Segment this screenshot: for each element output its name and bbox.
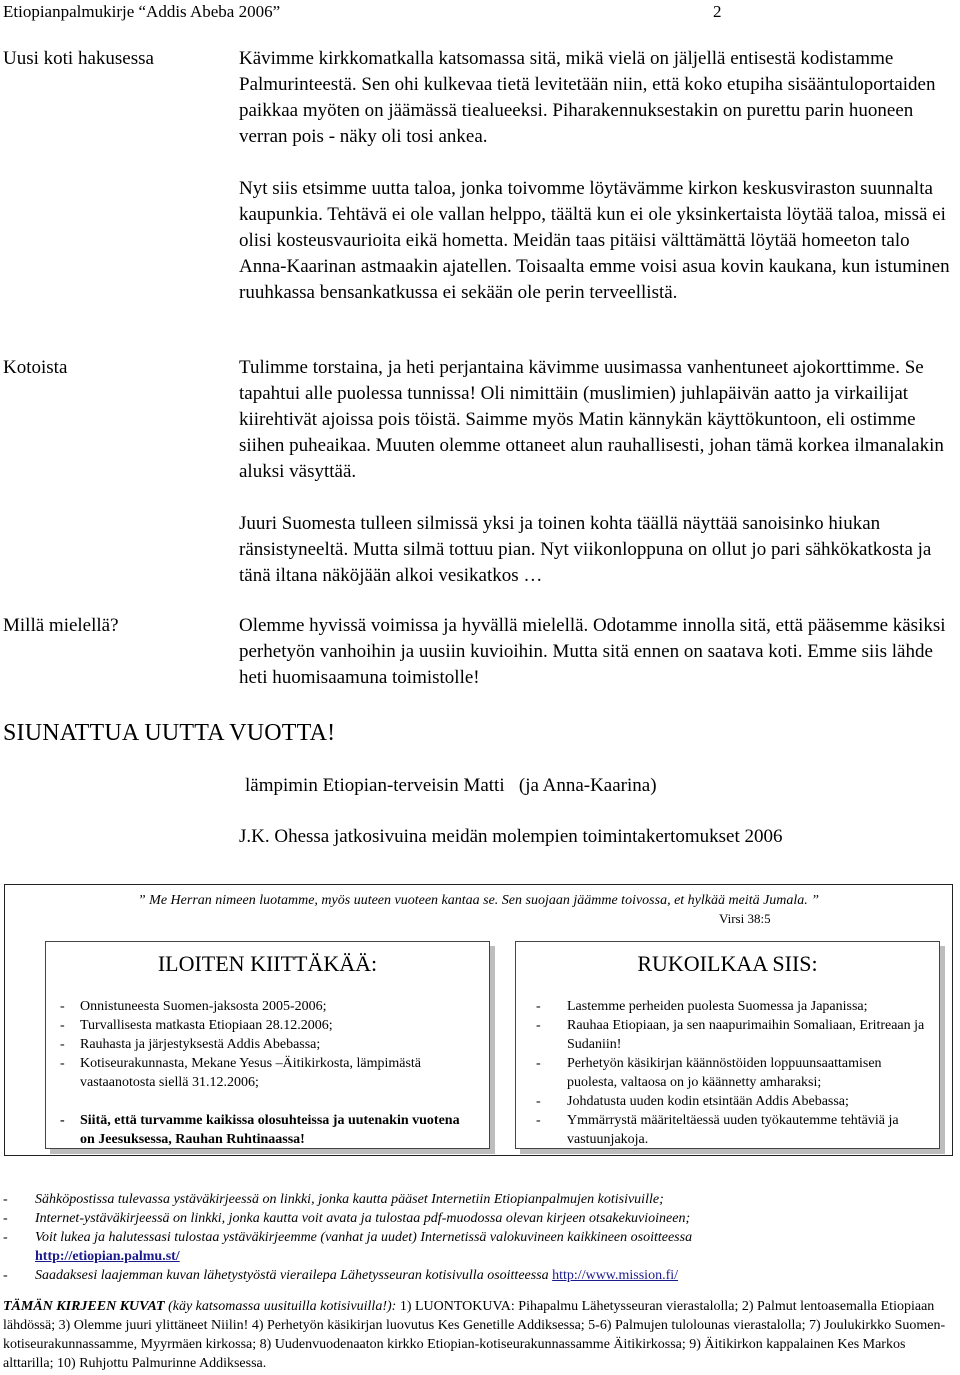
paragraph: Juuri Suomesta tulleen silmissä yksi ja toinen kohta täällä näyttää sanoisinko hiukan ränsistyneeltä. Mutta silmä tottuu pian. Nyt viikonloppuna on ollut jo pari sähkökatkosta ja tänä iltana näköjään alkoi vesikatkos …: [239, 513, 932, 586]
photos-label: TÄMÄN KIRJEEN KUVAT: [3, 1299, 165, 1314]
section-heading: Millä mielellä?: [3, 615, 119, 636]
prayer-thanks-frame: [4, 884, 953, 1156]
section-heading: Kotoista: [3, 357, 68, 378]
thanks-list: [46, 997, 466, 1149]
section-body: [239, 613, 951, 691]
homepage-link[interactable]: http://etiopian.palmu.st/: [35, 1249, 180, 1264]
hymn-verse: ” Me Herran nimeen luotamme, myös uuteen vuoteen kantaa se. Sen suojaan jäämme toivossa, et hylkää meitä Jumala. ”: [137, 893, 820, 908]
list-item: - Johdatusta uuden kodin etsintään Addis Abebassa;: [536, 1094, 849, 1109]
footer-note: - Voit lukea ja halutessasi tulostaa ystäväkirjeemme (vanhat ja uudet) Internetissä valokuvineen kaikkineen osoitteessa http://etiopian.palmu.st/: [3, 1230, 693, 1264]
bullet-dash: -: [60, 1037, 65, 1052]
paragraph: Tulimme torstaina, ja heti perjantaina kävimme uusimassa vanhentuneet ajokorttimme. Se tapahtui alle puolessa tunnissa! Oli nimittäin (muslimien) juhlapäivän aatto ja virkailijat kiirehtivät ajoissa pois töistä. Saimme myös Matin kännykän käyttökuntoon, eli ostimme siihen puheaikaa. Muuten olemme ottaneet alun rauhallisesti, johan tämä korkea ilmanalakin aluksi väsyttää.: [239, 357, 944, 482]
paragraph: Kävimme kirkkomatkalla katsomassa sitä, mikä vielä on jäljellä entisestä kodistamme Palmurinteestä. Sen ohi kulkevaa tietä levitetään niin, että koko etupiha sisääntuloportaiden paikkaa myöten on jäämässä tiealueeksi. Piharakennuksestakin on purettu parin huoneen verran pois - näky oli tosi ankea.: [239, 48, 936, 147]
footer-note: - Internet-ystäväkirjeessä on linkki, jonka kautta voit avata ja tulostaa pdf-muodossa olevan kirjeen otsakekuvioineen;: [3, 1211, 691, 1226]
postscript: J.K. Ohessa jatkosivuina meidän molempien toimintakertomukset 2006: [239, 826, 783, 847]
bullet-dash: -: [3, 1192, 8, 1207]
bullet-dash: -: [536, 1056, 541, 1071]
bullet-dash: -: [60, 999, 65, 1014]
bullet-dash: -: [536, 1113, 541, 1128]
photos-list: 1) LUONTOKUVA: Pihapalmu Lähetysseuran vierastalolla; 2) Palmut lentoasemalla Etiopiaan lähdössä; 3) Olemme juuri ylittäneet Niilin! 4) Perhetyön käsikirjan luovutus Kes Genetille Addiksessa; 5-6) Palmujen tulolounas vierastalolla; 7) Joulukirkko Suomen-kotiseurakunnassamme, Myyrmäen kirkossa; 8) Uudenvuodenaaton kirkko Etiopian-kotiseurakunnassamme Äitikirkossa; 9) Äitikirkon kappalainen Kes Markos alttarilla; 10) Ruhjottu Palmurinne Addiksessa.: [3, 1299, 946, 1371]
hymn-reference: Virsi 38:5: [719, 911, 771, 926]
list-item: - Lastemme perheiden puolesta Suomessa ja Japanissa;: [536, 999, 868, 1014]
footer-notes: [3, 1190, 953, 1285]
prayer-list: [516, 997, 926, 1149]
bullet-dash: -: [60, 1018, 65, 1033]
bullet-dash: -: [3, 1230, 8, 1245]
bullet-dash: -: [3, 1211, 8, 1226]
section-body: [239, 355, 951, 589]
page-number: 2: [713, 2, 722, 21]
list-item: - Perhetyön käsikirjan käännöstöiden loppuunsaattamisen puolesta, valtaosa on jo käännetty amharaksi;: [536, 1056, 882, 1090]
photos-caption: [3, 1297, 955, 1373]
bullet-dash: -: [60, 1113, 65, 1128]
list-item: - Rauhaa Etiopiaan, ja sen naapurimaihin Somaliaan, Eritreaan ja Sudaniin!: [536, 1018, 925, 1052]
signature: lämpimin Etiopian-terveisin Matti (ja Anna-Kaarina): [245, 775, 657, 796]
new-year-greeting: SIUNATTUA UUTTA VUOTTA!: [3, 720, 336, 746]
list-item: - Onnistuneesta Suomen-jaksosta 2005-2006;: [60, 999, 327, 1014]
bullet-dash: -: [60, 1056, 65, 1071]
header-title: Etiopianpalmukirje “Addis Abeba 2006”: [3, 2, 281, 21]
photos-sublabel: (käy katsomassa uusituilla kotisivuilla!):: [168, 1299, 397, 1314]
list-item: - Rauhasta ja järjestyksestä Addis Abebassa;: [60, 1037, 321, 1052]
bullet-dash: -: [536, 1094, 541, 1109]
prayer-box-title: RUKOILKAA SIIS:: [637, 951, 818, 976]
paragraph: Nyt siis etsimme uutta taloa, jonka toivomme löytävämme kirkon keskusviraston suunnalta kaupunkia. Tehtävä ei ole vallan helppo, täältä kun ei ole yksinkertaista löytää taloa, missä ei olisi kosteusvaurioita eikä hometta. Meidän taas pitäisi välttämättä löytää homeeton talo Anna-Kaarinan astmaakin ajatellen. Toisaalta emme voisi asua kovin kaukana, kun istuminen ruuhkassa bensankatkussa ei sekään ole perin terveellistä.: [239, 178, 950, 303]
bullet-dash: -: [536, 999, 541, 1014]
list-item: - Turvallisesta matkasta Etiopiaan 28.12.2006;: [60, 1018, 333, 1033]
footer-note: - Sähköpostissa tulevassa ystäväkirjeessä on linkki, jonka kautta pääset Internetiin Etiopianpalmujen kotisivuille;: [3, 1192, 664, 1207]
bullet-dash: -: [536, 1018, 541, 1033]
section-body: [239, 46, 951, 306]
paragraph: Olemme hyvissä voimissa ja hyvällä mielellä. Odotamme innolla sitä, että pääsemme käsiksi perhetyön vanhoihin ja uusiin kuvioihin. Mutta sitä ennen on saatava koti. Emme siis lähde heti huomisaamuna toimistolle!: [239, 615, 946, 688]
mission-link[interactable]: http://www.mission.fi/: [552, 1268, 679, 1283]
bullet-dash: -: [3, 1268, 8, 1283]
list-item: - Ymmärrystä määriteltäessä uuden työkautemme tehtäviä ja vastuunjakoja.: [536, 1113, 899, 1147]
list-item: - Siitä, että turvamme kaikissa olosuhteissa ja uutenakin vuotena on Jeesuksessa, Rauhan Ruhtinaassa!: [60, 1113, 460, 1147]
thanks-box-title: ILOITEN KIITTÄKÄÄ:: [157, 951, 378, 976]
prayer-box: [515, 941, 940, 1149]
thanks-box: [45, 941, 490, 1149]
list-item: - Kotiseurakunnasta, Mekane Yesus –Äitikirkosta, lämpimästä vastaanotosta siellä 31.12.2006;: [60, 1056, 422, 1090]
section-heading: Uusi koti hakusessa: [3, 48, 154, 69]
footer-note: - Saadaksesi laajemman kuvan lähetystyöstä vierailepa Lähetysseuran kotisivulla osoitteessa http://www.mission.fi/: [3, 1268, 679, 1283]
